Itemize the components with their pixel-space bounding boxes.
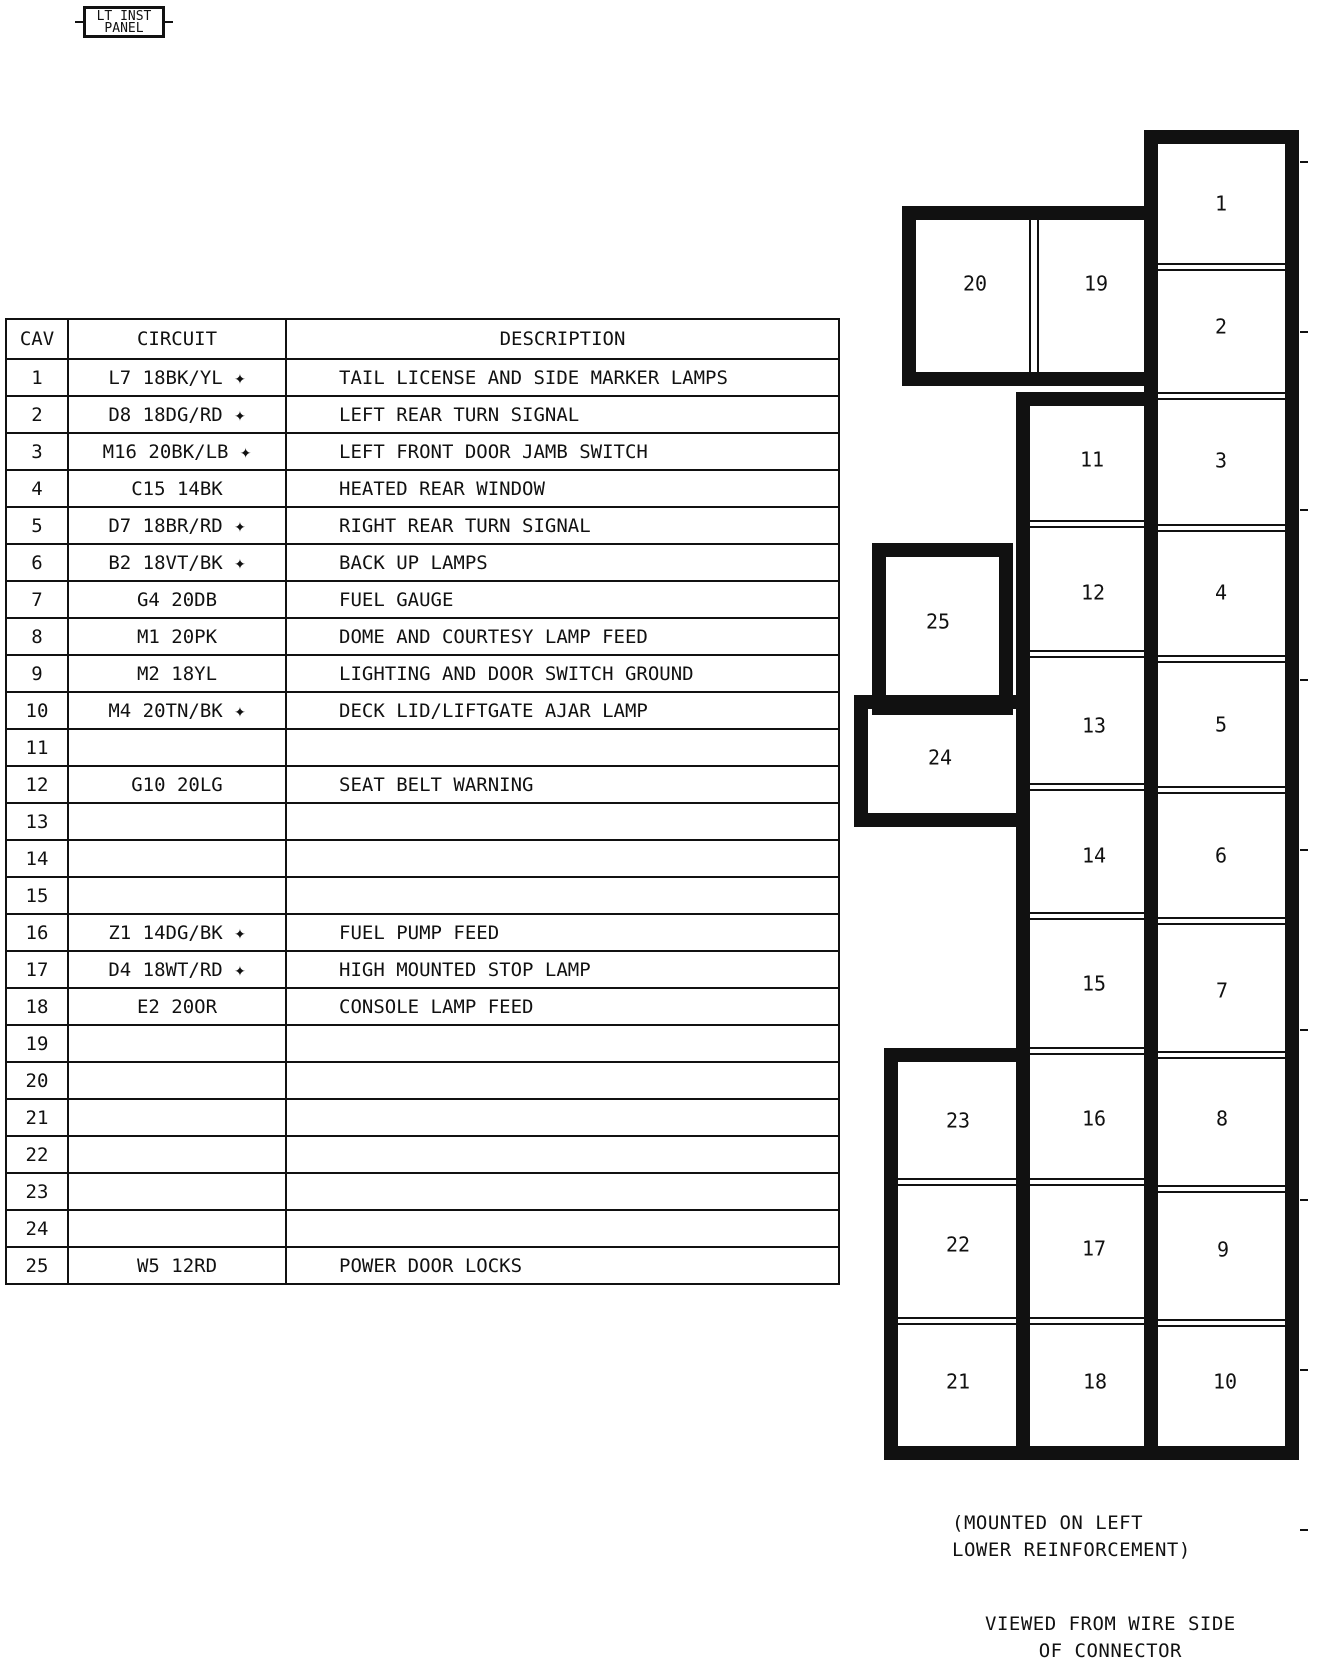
cavity-9-label: 9 <box>1216 1237 1230 1262</box>
cavity-6-label: 6 <box>1214 843 1228 868</box>
circuit-code: D7 18BR/RD ✦ <box>68 507 286 544</box>
cavity-15-label: 15 <box>1081 971 1107 996</box>
cavity-18-label: 18 <box>1082 1369 1108 1394</box>
circuit-description: FUEL PUMP FEED <box>286 914 839 951</box>
cavity-number: 24 <box>6 1210 68 1247</box>
circuit-code: M2 18YL <box>68 655 286 692</box>
cavity-number: 17 <box>6 951 68 988</box>
cavity-8-label: 8 <box>1215 1106 1229 1131</box>
circuit-code: D8 18DG/RD ✦ <box>68 396 286 433</box>
circuit-description: HEATED REAR WINDOW <box>286 470 839 507</box>
circuit-description: CONSOLE LAMP FEED <box>286 988 839 1025</box>
cavity-number: 1 <box>6 359 68 396</box>
cavity-3-label: 3 <box>1214 448 1228 473</box>
circuit-code: W5 12RD <box>68 1247 286 1284</box>
cavity-number: 2 <box>6 396 68 433</box>
cavity-20-label: 20 <box>962 271 988 296</box>
circuit-description: DOME AND COURTESY LAMP FEED <box>286 618 839 655</box>
circuit-header: CIRCUIT <box>68 319 286 359</box>
cavity-number: 11 <box>6 729 68 766</box>
cavity-25-label: 25 <box>925 609 951 634</box>
circuit-code: Z1 14DG/BK ✦ <box>68 914 286 951</box>
cavity-number: 8 <box>6 618 68 655</box>
circuit-code: G10 20LG <box>68 766 286 803</box>
connector-label-line2: PANEL <box>104 21 144 36</box>
cavity-number: 12 <box>6 766 68 803</box>
circuit-description: BACK UP LAMPS <box>286 544 839 581</box>
cavity-number: 13 <box>6 803 68 840</box>
cavity-7-label: 7 <box>1215 978 1229 1003</box>
cavity-number: 5 <box>6 507 68 544</box>
circuit-description: LIGHTING AND DOOR SWITCH GROUND <box>286 655 839 692</box>
cavity-2-label: 2 <box>1214 314 1228 339</box>
description-header: DESCRIPTION <box>286 319 839 359</box>
circuit-description: FUEL GAUGE <box>286 581 839 618</box>
view-note <box>985 1611 1236 1665</box>
cavity-number: 6 <box>6 544 68 581</box>
circuit-description: DECK LID/LIFTGATE AJAR LAMP <box>286 692 839 729</box>
cavity-number: 14 <box>6 840 68 877</box>
cavity-1-label: 1 <box>1214 191 1228 216</box>
view-note-line2: OF CONNECTOR <box>1038 1640 1182 1662</box>
mounting-note-line1: (MOUNTED ON LEFT <box>952 1512 1144 1534</box>
circuit-code: M16 20BK/LB ✦ <box>68 433 286 470</box>
circuit-description: POWER DOOR LOCKS <box>286 1247 839 1284</box>
cavity-number: 7 <box>6 581 68 618</box>
circuit-code: G4 20DB <box>68 581 286 618</box>
circuit-code: B2 18VT/BK ✦ <box>68 544 286 581</box>
circuit-code: C15 14BK <box>68 470 286 507</box>
cavity-number: 23 <box>6 1173 68 1210</box>
cavity-5-label: 5 <box>1214 712 1228 737</box>
cavity-number: 15 <box>6 877 68 914</box>
circuit-code: E2 20OR <box>68 988 286 1025</box>
mounting-note-line2: LOWER REINFORCEMENT) <box>952 1539 1191 1561</box>
cavity-21-label: 21 <box>945 1369 971 1394</box>
cavity-17-label: 17 <box>1081 1236 1107 1261</box>
circuit-description: TAIL LICENSE AND SIDE MARKER LAMPS <box>286 359 839 396</box>
connector-label-line1: LT INST <box>96 9 152 24</box>
housing-middle-column <box>1023 399 1151 1453</box>
cavity-number: 16 <box>6 914 68 951</box>
cavity-13-label: 13 <box>1081 713 1107 738</box>
circuit-description: LEFT REAR TURN SIGNAL <box>286 396 839 433</box>
cavity-number: 22 <box>6 1136 68 1173</box>
cavity-number: 19 <box>6 1025 68 1062</box>
circuit-description: RIGHT REAR TURN SIGNAL <box>286 507 839 544</box>
circuit-code: M4 20TN/BK ✦ <box>68 692 286 729</box>
cavity-number: 4 <box>6 470 68 507</box>
circuit-code: L7 18BK/YL ✦ <box>68 359 286 396</box>
circuit-code: D4 18WT/RD ✦ <box>68 951 286 988</box>
circuit-description: HIGH MOUNTED STOP LAMP <box>286 951 839 988</box>
cavity-number: 21 <box>6 1099 68 1136</box>
cavity-number: 10 <box>6 692 68 729</box>
cavity-24-label: 24 <box>927 745 953 770</box>
cavity-19-label: 19 <box>1083 271 1109 296</box>
cavity-16-label: 16 <box>1081 1106 1107 1131</box>
circuit-description: SEAT BELT WARNING <box>286 766 839 803</box>
circuit-code: M1 20PK <box>68 618 286 655</box>
cavity-11-label: 11 <box>1079 447 1105 472</box>
cavity-number: 3 <box>6 433 68 470</box>
cavity-number: 20 <box>6 1062 68 1099</box>
view-note-line1: VIEWED FROM WIRE SIDE <box>985 1613 1236 1635</box>
circuit-description: LEFT FRONT DOOR JAMB SWITCH <box>286 433 839 470</box>
mounting-note <box>952 1510 1191 1564</box>
cavity-23-label: 23 <box>945 1108 971 1133</box>
cav-header: CAV <box>6 319 68 359</box>
cavity-10-label: 10 <box>1212 1369 1238 1394</box>
cavity-4-label: 4 <box>1214 580 1228 605</box>
cavity-number: 25 <box>6 1247 68 1284</box>
cavity-number: 18 <box>6 988 68 1025</box>
cavity-12-label: 12 <box>1080 580 1106 605</box>
cavity-14-label: 14 <box>1081 843 1107 868</box>
cavity-22-label: 22 <box>945 1232 971 1257</box>
cavity-number: 9 <box>6 655 68 692</box>
